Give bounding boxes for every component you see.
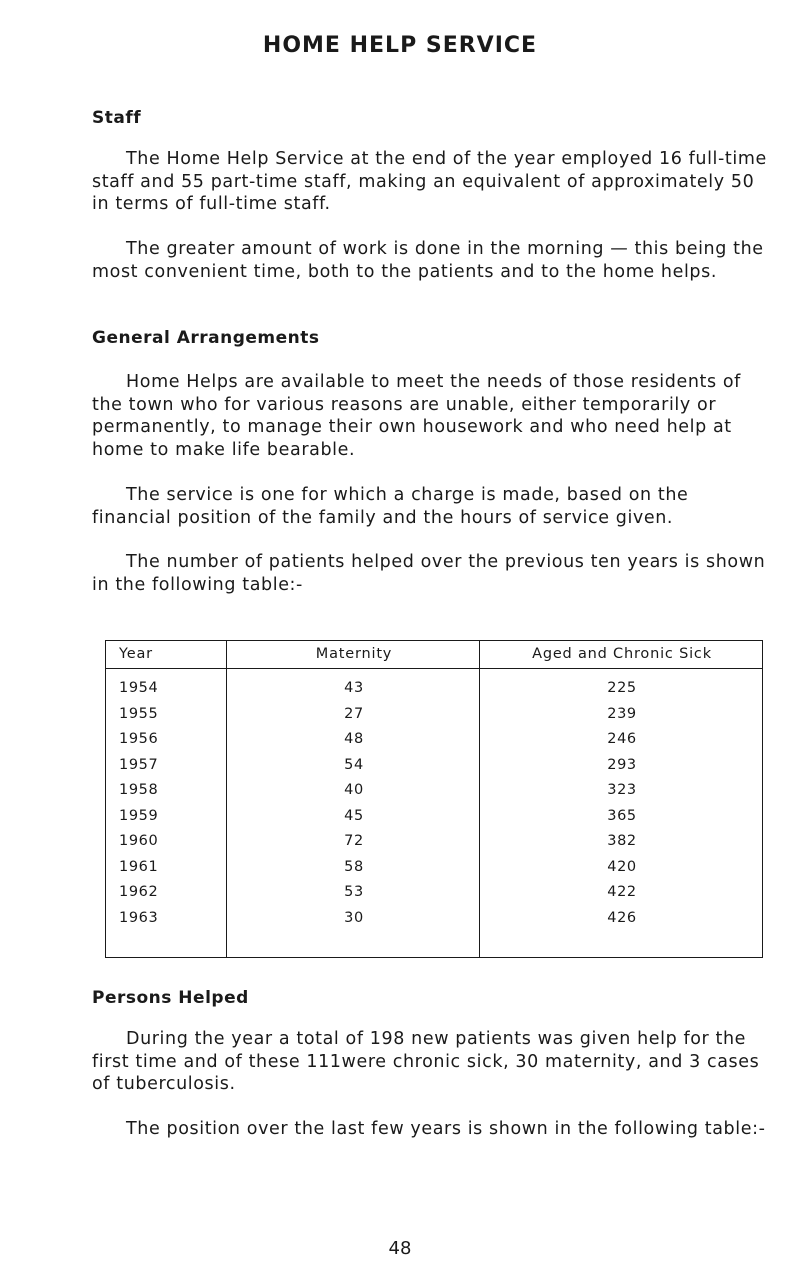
general-paragraph-1: Home Helps are available to meet the needs of those residents of the town who for various reasons are unable, either temporarily or permanently, to manage their own housework and who need help at home to make life bearable. [92, 372, 741, 460]
general-paragraph-3: The number of patients helped over the previous ten years is shown in the following table:- [92, 552, 766, 595]
persons-helped-heading: Persons Helped [92, 988, 249, 1008]
cell-maternity: 54 [344, 756, 364, 773]
general-paragraph-2: The service is one for which a charge is made, based on the financial position of the family and the hours of service given. [92, 485, 689, 528]
cell-maternity: 27 [344, 705, 364, 722]
cell-maternity: 45 [344, 807, 364, 824]
cell-maternity: 40 [344, 782, 364, 798]
page-number: 48 [388, 1238, 412, 1259]
cell-year: 1955 [119, 705, 159, 722]
cell-aged-chronic-sick: 420 [607, 858, 637, 875]
table-row [105, 808, 763, 834]
cell-year: 1960 [119, 833, 159, 849]
cell-year: 1956 [119, 731, 159, 747]
table-row [105, 731, 763, 757]
cell-maternity: 58 [344, 858, 364, 875]
cell-year: 1958 [119, 782, 159, 798]
cell-aged-chronic-sick: 246 [607, 731, 637, 747]
cell-maternity: 53 [344, 884, 364, 900]
cell-aged-chronic-sick: 422 [607, 884, 637, 900]
table-row [105, 757, 763, 783]
staff-paragraph-1: The Home Help Service at the end of the year employed 16 full-time staff and 55 part-time staff, making an equivalent of approximately 50 in terms of full-time staff. [92, 149, 767, 214]
cell-maternity: 48 [344, 731, 364, 747]
table-row [105, 680, 763, 706]
table-header-divider [105, 668, 763, 669]
cell-aged-chronic-sick: 323 [607, 782, 637, 798]
table-body [105, 680, 763, 935]
cell-year: 1954 [119, 680, 159, 696]
cell-year: 1963 [119, 909, 159, 926]
staff-paragraph-2: The greater amount of work is done in the morning — this being the most convenient time, both to the patients and to the home helps. [92, 239, 764, 282]
cell-year: 1959 [119, 807, 159, 824]
table-row [105, 782, 763, 808]
table-row [105, 910, 763, 936]
table-row [105, 833, 763, 859]
general-arrangements-heading: General Arrangements [92, 328, 320, 348]
page-title: HOME HELP SERVICE [262, 33, 538, 58]
cell-aged-chronic-sick: 426 [607, 909, 637, 926]
cell-aged-chronic-sick: 293 [607, 756, 637, 773]
cell-year: 1961 [119, 858, 159, 875]
table-row [105, 884, 763, 910]
persons-paragraph-1: During the year a total of 198 new patients was given help for the first time and of these 111were chronic sick, 30 maternity, and 3 cases of tuberculosis. [92, 1029, 760, 1094]
cell-aged-chronic-sick: 382 [607, 833, 637, 849]
column-header-year: Year [119, 646, 153, 662]
column-header-aged-chronic-sick: Aged and Chronic Sick [532, 646, 712, 662]
staff-heading: Staff [92, 108, 142, 128]
cell-aged-chronic-sick: 365 [607, 807, 637, 824]
column-header-maternity: Maternity [315, 646, 393, 662]
cell-aged-chronic-sick: 225 [607, 680, 637, 696]
table-row [105, 706, 763, 732]
cell-maternity: 43 [344, 680, 364, 696]
cell-aged-chronic-sick: 239 [607, 705, 637, 722]
persons-paragraph-2: The position over the last few years is shown in the following table:- [126, 1119, 766, 1139]
patients-table [105, 640, 763, 958]
table-row [105, 859, 763, 885]
cell-year: 1962 [119, 884, 159, 900]
cell-maternity: 72 [344, 833, 364, 849]
cell-maternity: 30 [344, 909, 364, 926]
cell-year: 1957 [119, 756, 159, 773]
